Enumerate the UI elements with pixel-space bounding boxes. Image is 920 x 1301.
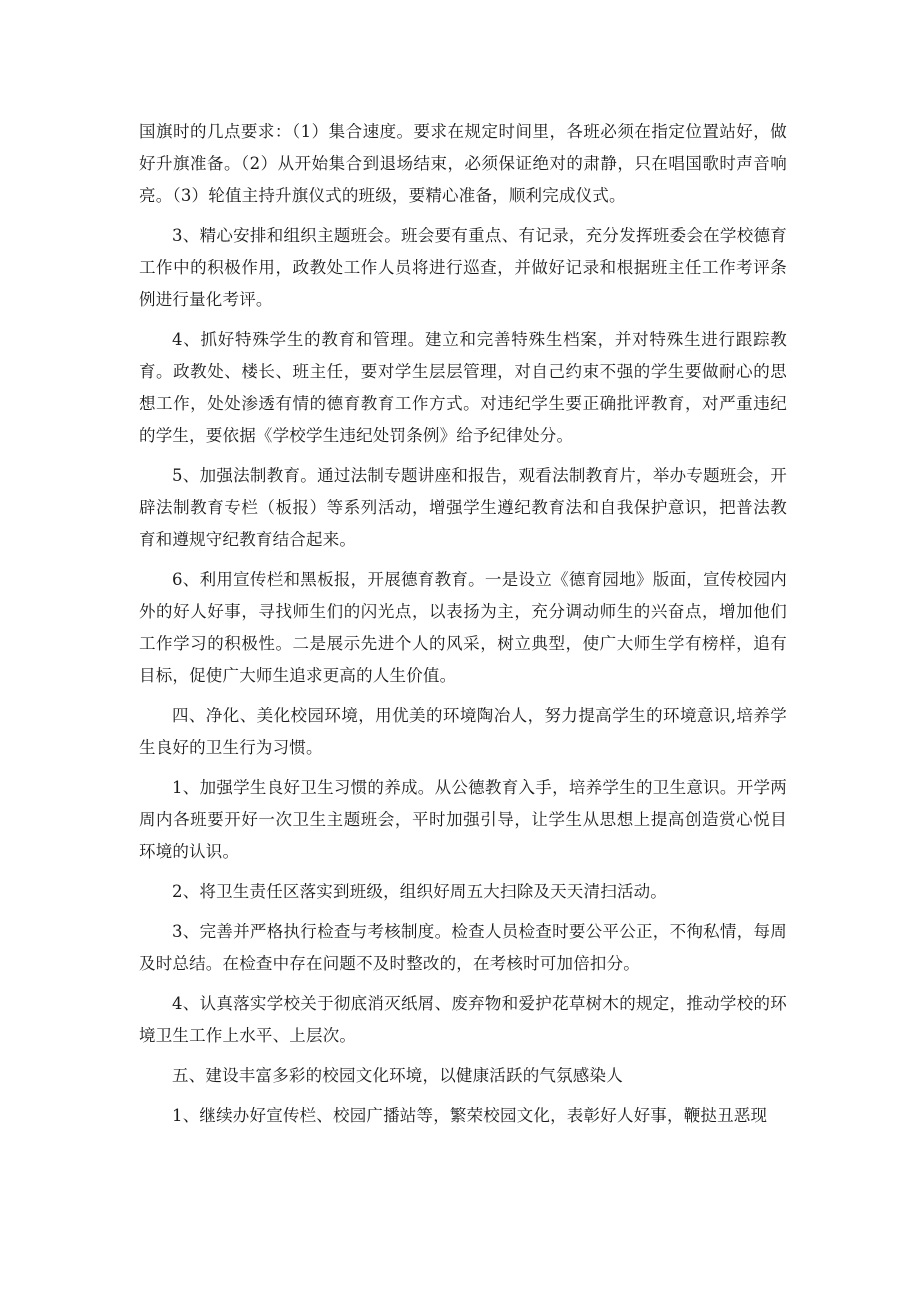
paragraph-flag-raising-requirements: 国旗时的几点要求：（1）集合速度。要求在规定时间里，各班必须在指定位置站好，做好升旗准备。（2）从开始集合到退场结束，必须保证绝对的肃静，只在唱国歌时声音响亮。（3）轮值主持升旗仪式的班级，要精心准备，顺利完成仪式。 [139, 122, 787, 205]
paragraph-special-students: 4、抓好特殊学生的教育和管理。建立和完善特殊生档案，并对特殊生进行跟踪教育。政教处、楼长、班主任，要对学生层层管理，对自己约束不强的学生要做耐心的思想工作，处处渗透有情的德育教育工作方式。对违纪学生要正确批评教育，对严重违纪的学生，要依据《学校学生违纪处罚条例》给予纪律处分。 [139, 330, 787, 445]
paragraph-bulletin-board: 6、利用宣传栏和黑板报，开展德育教育。一是设立《德育园地》版面，宣传校园内外的好人好事，寻找师生们的闪光点，以表扬为主，充分调动师生的兴奋点，增加他们工作学习的积极性。二是展示先进个人的风采，树立典型，使广大师生学有榜样，追有目标，促使广大师生追求更高的人生价值。 [139, 570, 787, 685]
section-heading-campus-culture: 五、建设丰富多彩的校园文化环境，以健康活跃的气氛感染人 [172, 1066, 623, 1085]
section-heading-campus-environment: 四、净化、美化校园环境，用优美的环境陶冶人，努力提高学生的环境意识,培养学生良好的卫生行为习惯。 [139, 706, 787, 757]
paragraph-inspection-system: 3、完善并严格执行检查与考核制度。检查人员检查时要公平公正，不徇私情，每周及时总结。在检查中存在问题不及时整改的，在考核时可加倍扣分。 [139, 922, 787, 973]
paragraph-hygiene-habits: 1、加强学生良好卫生习惯的养成。从公德教育入手，培养学生的卫生意识。开学两周内各班要开好一次卫生主题班会，平时加强引导，让学生从思想上提高创造赏心悦目环境的认识。 [139, 778, 787, 861]
document-page [139, 116, 787, 1140]
paragraph-class-meeting: 3、精心安排和组织主题班会。班会要有重点、有记录，充分发挥班委会在学校德育工作中的积极作用，政教处工作人员将进行巡查，并做好记录和根据班主任工作考评条例进行量化考评。 [139, 226, 787, 309]
paragraph-campus-broadcast: 1、继续办好宣传栏、校园广播站等，繁荣校园文化，表彰好人好事，鞭挞丑恶现 [172, 1106, 768, 1125]
paragraph-cleaning-duty: 2、将卫生责任区落实到班级，组织好周五大扫除及天天清扫活动。 [172, 882, 667, 901]
paragraph-legal-education: 5、加强法制教育。通过法制专题讲座和报告，观看法制教育片，举办专题班会，开辟法制教育专栏（板报）等系列活动，增强学生遵纪教育法和自我保护意识，把普法教育和遵规守纪教育结合起来。 [139, 466, 787, 549]
paragraph-litter-rules: 4、认真落实学校关于彻底消灭纸屑、废弃物和爱护花草树木的规定，推动学校的环境卫生工作上水平、上层次。 [139, 994, 787, 1045]
